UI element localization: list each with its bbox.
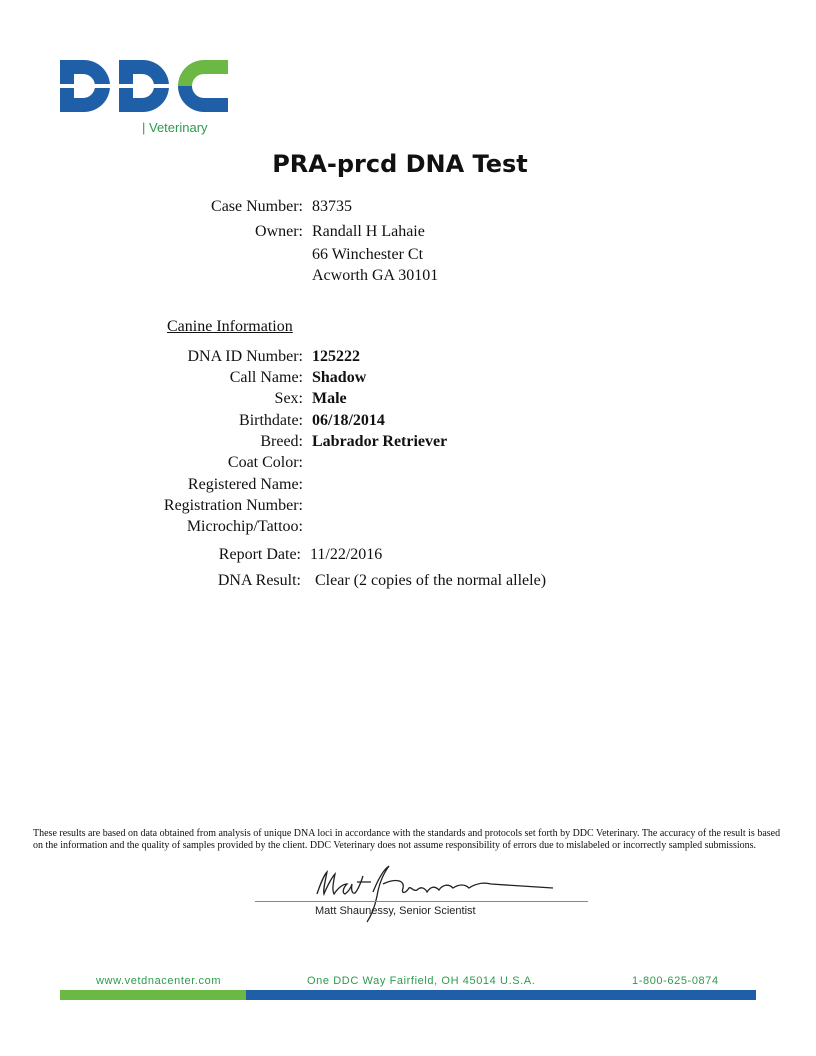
owner-name: Randall H Lahaie xyxy=(312,223,425,240)
coat-color-label: Coat Color: xyxy=(227,454,303,471)
registration-number-label: Registration Number: xyxy=(163,497,303,514)
footer-phone: 1-800-625-0874 xyxy=(632,975,719,987)
owner-label: Owner: xyxy=(255,223,303,240)
dna-id-value: 125222 xyxy=(312,348,360,365)
call-name-value: Shadow xyxy=(312,369,367,386)
breed-label: Breed: xyxy=(260,433,303,450)
sex-value: Male xyxy=(312,390,347,407)
signature-block xyxy=(255,862,590,932)
report-date-value: 11/22/2016 xyxy=(310,546,383,563)
case-number-label: Case Number: xyxy=(211,198,303,215)
dna-result-label: DNA Result: xyxy=(217,572,301,589)
call-name-label: Call Name: xyxy=(229,369,303,386)
owner-address-line2: Acworth GA 30101 xyxy=(312,267,439,284)
signature-line xyxy=(255,901,588,902)
report-date-label: Report Date: xyxy=(218,546,301,563)
microchip-tattoo-label: Microchip/Tattoo: xyxy=(186,518,303,535)
page-title: PRA-prcd DNA Test xyxy=(272,150,528,178)
disclaimer-text: These results are based on data obtained from analysis of unique DNA loci in accordance with the standards and protocols set forth by DDC Veterinary. The accuracy of the result is based on the information and the quality of samples provided by the client. DDC Veterinary does not assume responsibility of errors due to mislabeled or incorrectly sampled submissions. xyxy=(33,828,781,851)
birthdate-value: 06/18/2014 xyxy=(312,412,385,429)
registered-name-label: Registered Name: xyxy=(187,476,303,493)
footer-bar-blue xyxy=(246,990,756,1000)
footer-website: www.vetdnacenter.com xyxy=(96,975,222,987)
ddc-veterinary-logo xyxy=(58,58,230,138)
case-number-value: 83735 xyxy=(312,198,352,215)
sex-label: Sex: xyxy=(274,390,303,407)
signer-name: Matt Shaunessy, Senior Scientist xyxy=(315,905,476,917)
handwritten-signature xyxy=(255,862,590,932)
dna-result-value: Clear (2 copies of the normal allele) xyxy=(315,572,547,589)
owner-address-line1: 66 Winchester Ct xyxy=(312,246,424,263)
canine-information-heading: Canine Information xyxy=(167,318,293,335)
footer-address: One DDC Way Fairfield, OH 45014 U.S.A. xyxy=(307,975,536,987)
dna-id-label: DNA ID Number: xyxy=(187,348,303,365)
logo-subtitle: | Veterinary xyxy=(142,120,208,135)
birthdate-label: Birthdate: xyxy=(239,412,303,429)
ddc-logo-mark xyxy=(58,58,230,114)
footer-bar-green xyxy=(60,990,246,1000)
breed-value: Labrador Retriever xyxy=(312,433,448,450)
